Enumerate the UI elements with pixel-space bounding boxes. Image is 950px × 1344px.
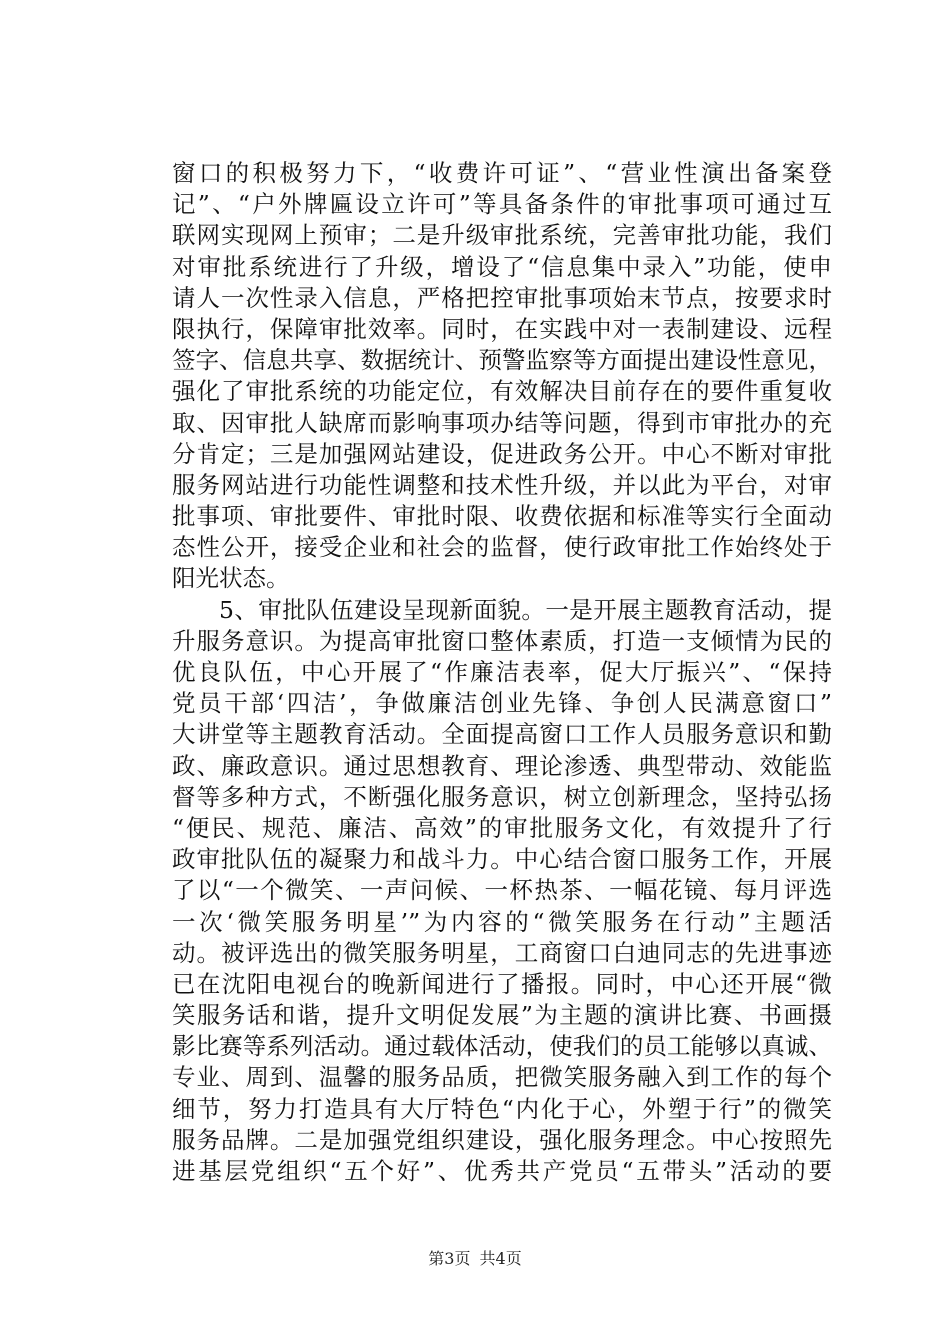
text-line: 强化了审批系统的功能定位，有效解决目前存在的要件重复收 [172,377,832,406]
text-line: 窗口的积极努力下，“收费许可证”、“营业性演出备案登 [172,159,832,187]
text-line: “便民、规范、廉洁、高效”的审批服务文化，有效提升了行 [172,813,832,842]
text-line: 请人一次性录入信息，严格把控审批事项始末节点，按要求时 [172,283,832,312]
text-line: 对审批系统进行了升级，增设了“信息集中录入”功能，使申 [172,252,832,281]
text-line: 大讲堂等主题教育活动。全面提高窗口工作人员服务意识和勤 [172,720,832,749]
page-number: 第3页 [428,1249,471,1268]
text-line: 一次‘微笑服务明星’”为内容的“微笑服务在行动”主题活 [172,907,832,936]
text-line: 了以“一个微笑、一声问候、一杯热茶、一幅花镜、每月评选 [172,876,832,905]
text-line: 笑服务话和谐，提升文明促发展”为主题的演讲比赛、书画摄 [172,1001,832,1030]
text-line: 取、因审批人缺席而影响事项办结等问题，得到市审批办的充 [172,408,832,437]
text-line: 已在沈阳电视台的晚新闻进行了播报。同时，中心还开展“微 [172,969,832,998]
text-line: 服务网站进行功能性调整和技术性升级，并以此为平台，对审 [172,470,832,499]
text-line: 阳光状态。 [172,564,290,593]
text-line: 态性公开，接受企业和社会的监督，使行政审批工作始终处于 [172,533,832,562]
text-line: 优良队伍，中心开展了“作廉洁表率，促大厅振兴”、“保持 [172,658,832,686]
text-line: 动。被评选出的微笑服务明星，工商窗口白迪同志的先进事迹 [172,938,832,967]
page-footer [0,1246,950,1269]
text-line: 进基层党组织“五个好”、优秀共产党员“五带头”活动的要 [172,1157,832,1185]
text-line: 联网实现网上预审；二是升级审批系统，完善审批功能，我们 [172,221,832,250]
text-line: 政、廉政意识。通过思想教育、理论渗透、典型带动、效能监 [172,751,832,780]
paragraph-start-line: 5、审批队伍建设呈现新面貌。一是开展主题教育活动，提 [219,595,832,624]
text-line: 分肯定；三是加强网站建设，促进政务公开。中心不断对审批 [172,439,832,468]
text-line: 督等多种方式，不断强化服务意识，树立创新理念，坚持弘扬 [172,782,832,811]
text-line: 批事项、审批要件、审批时限、收费依据和标准等实行全面动 [172,502,832,531]
text-line: 党员干部‘四洁’，争做廉洁创业先锋、争创人民满意窗口” [172,689,832,718]
text-line: 记”、“户外牌匾设立许可”等具备条件的审批事项可通过互 [172,190,832,219]
text-line: 升服务意识。为提高审批窗口整体素质，打造一支倾情为民的 [172,626,832,655]
page-total: 共4页 [479,1249,522,1268]
text-line: 专业、周到、温馨的服务品质，把微笑服务融入到工作的每个 [172,1063,832,1092]
text-line: 限执行，保障审批效率。同时，在实践中对一表制建设、远程 [172,314,832,343]
text-line: 签字、信息共享、数据统计、预警监察等方面提出建设性意见， [172,346,832,375]
text-line: 细节，努力打造具有大厅特色“内化于心，外塑于行”的微笑 [172,1094,832,1123]
document-body [172,158,832,1187]
text-line: 影比赛等系列活动。通过载体活动，使我们的员工能够以真诚、 [172,1032,832,1061]
text-line: 服务品牌。二是加强党组织建设，强化服务理念。中心按照先 [172,1125,832,1154]
text-line: 政审批队伍的凝聚力和战斗力。中心结合窗口服务工作，开展 [172,845,832,874]
